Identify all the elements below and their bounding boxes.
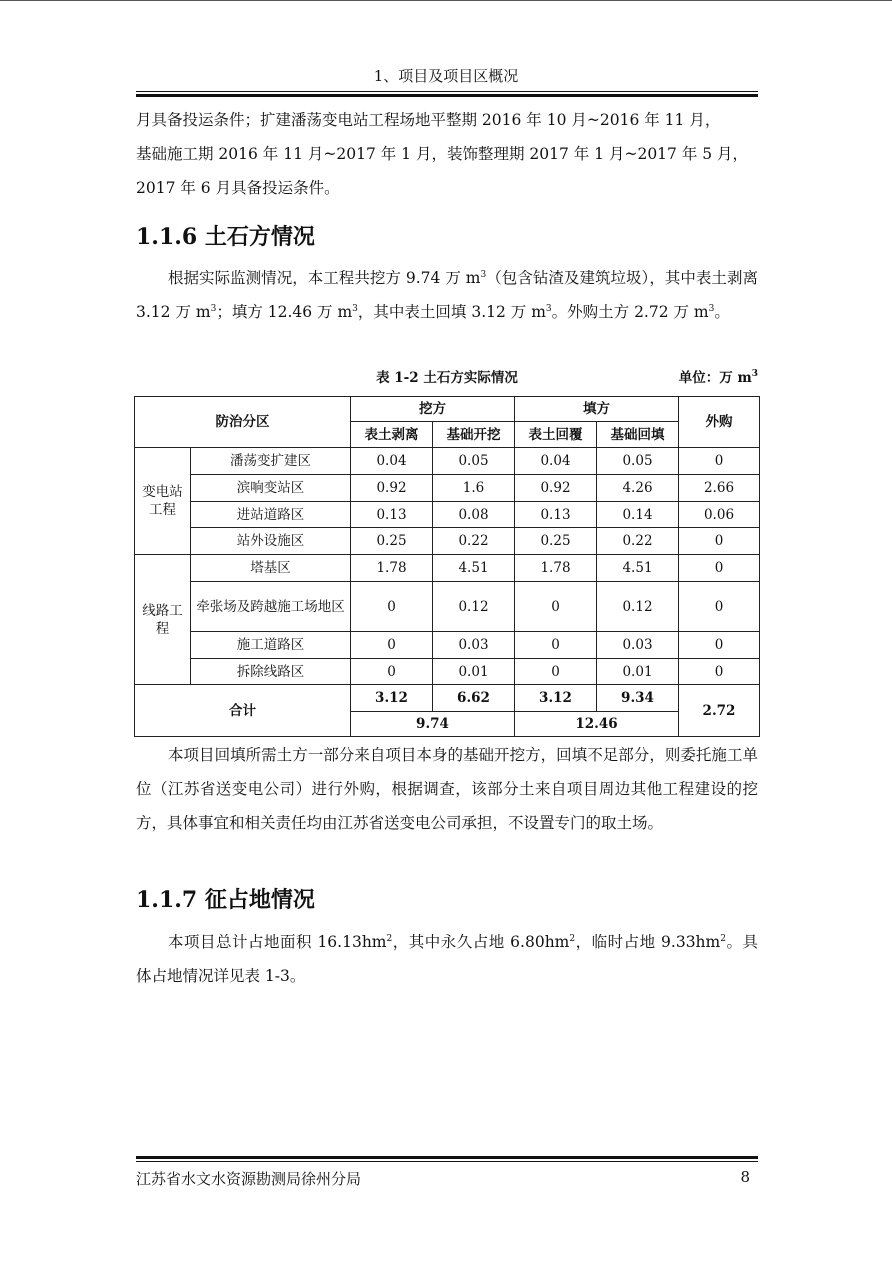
- total-topsoil-strip: 3.12: [351, 685, 433, 712]
- table-unit: [679, 366, 758, 386]
- cell: 0.12: [597, 582, 679, 632]
- unit-superscript: 3: [751, 369, 758, 379]
- footer-rule-thin: [136, 1161, 758, 1162]
- table-row: [135, 475, 760, 502]
- text-run: 。外购土方 2.72 万 m: [551, 303, 709, 321]
- text-run: 根据实际监测情况，本工程共挖方 9.74 万 m: [168, 269, 481, 287]
- total-row: [135, 685, 760, 712]
- cell: 0: [515, 632, 597, 659]
- superscript: 2: [720, 934, 726, 944]
- header-rule-thick: [136, 94, 758, 97]
- cell: 0.05: [433, 448, 515, 475]
- area-name: 施工道路区: [191, 632, 351, 659]
- table-row: [135, 582, 760, 632]
- cell: 0.92: [515, 475, 597, 502]
- cell: 0.13: [351, 502, 433, 528]
- header-purchase: 外购: [679, 397, 760, 448]
- table-caption-row: [136, 366, 758, 386]
- group-label: 变电站工程: [135, 448, 191, 555]
- cell: 0.01: [433, 659, 515, 685]
- superscript: 3: [210, 304, 217, 314]
- intro-paragraph: [136, 103, 758, 205]
- cell: 1.78: [515, 555, 597, 582]
- cell: 0.14: [597, 502, 679, 528]
- cell: 0.05: [597, 448, 679, 475]
- text-run: 。具体占地情况详见表 1-3。: [136, 933, 758, 985]
- superscript: 3: [480, 270, 487, 280]
- section-heading-1-1-6: 1.1.6 土石方情况: [136, 224, 315, 250]
- area-name: 滨响变站区: [191, 475, 351, 502]
- cell: 0.08: [433, 502, 515, 528]
- table-row: [135, 502, 760, 528]
- cell: 0.25: [351, 528, 433, 555]
- header-foundation-cut: 基础开挖: [433, 422, 515, 448]
- superscript: 3: [708, 304, 715, 314]
- superscript: 2: [386, 934, 393, 944]
- header-topsoil-cover: 表土回覆: [515, 422, 597, 448]
- earthwork-table: [134, 396, 760, 737]
- intro-line: 月具备投运条件；扩建潘荡变电站工程场地平整期 2016 年 10 月~2016 年 11 月，: [136, 111, 721, 129]
- table-row: [135, 528, 760, 555]
- cell: 1.6: [433, 475, 515, 502]
- text-run: 本项目总计占地面积 16.13hm: [168, 933, 387, 951]
- cell: 0.01: [597, 659, 679, 685]
- cell: 4.51: [597, 555, 679, 582]
- total-foundation-fill: 9.34: [597, 685, 679, 712]
- cell: 0: [515, 659, 597, 685]
- cell: 0: [679, 582, 760, 632]
- header-foundation-fill: 基础回填: [597, 422, 679, 448]
- header-rule-thin: [136, 91, 758, 92]
- header-topsoil-strip: 表土剥离: [351, 422, 433, 448]
- group-label: 线路工程: [135, 555, 191, 685]
- cell: 0: [351, 632, 433, 659]
- intro-line: 2017 年 6 月具备投运条件。: [136, 179, 340, 197]
- page-header: 1、项目及项目区概况: [373, 67, 519, 85]
- intro-line: 基础施工期 2016 年 11 月~2017 年 1 月，装饰整理期 2017 年 1 月~2017 年 5 月，: [136, 145, 749, 163]
- cell: 0.03: [433, 632, 515, 659]
- area-name: 牵张场及跨越施工场地区: [191, 582, 351, 632]
- cell: 0: [679, 448, 760, 475]
- cell: 0: [679, 555, 760, 582]
- section-heading-1-1-7: 1.1.7 征占地情况: [136, 887, 315, 913]
- total-purchase: 2.72: [679, 685, 760, 737]
- table-row: [135, 448, 760, 475]
- header-cut: 挖方: [351, 397, 515, 422]
- header-zone: 防治分区: [135, 397, 351, 448]
- cell: 0: [679, 632, 760, 659]
- top-border-line: [0, 0, 892, 1]
- total-cut-sum: 9.74: [351, 712, 515, 737]
- total-label: 合计: [135, 685, 351, 737]
- land-use-paragraph: [136, 925, 758, 993]
- cell: 0.03: [597, 632, 679, 659]
- total-fill-sum: 12.46: [515, 712, 679, 737]
- earthwork-paragraph: [136, 261, 758, 329]
- area-name: 进站道路区: [191, 502, 351, 528]
- table-row: [135, 632, 760, 659]
- text-run: ，其中表土回填 3.12 万 m: [357, 303, 546, 321]
- cell: 2.66: [679, 475, 760, 502]
- cell: 0: [351, 582, 433, 632]
- cell: 4.51: [433, 555, 515, 582]
- cell: 0.22: [433, 528, 515, 555]
- area-name: 拆除线路区: [191, 659, 351, 685]
- page-number: 8: [740, 1168, 750, 1186]
- cell: 0.92: [351, 475, 433, 502]
- table-caption: 表 1-2 土石方实际情况: [376, 370, 518, 386]
- cell: 4.26: [597, 475, 679, 502]
- borrow-soil-paragraph: 本项目回填所需土方一部分来自项目本身的基础开挖方，回填不足部分，则委托施工单位（江苏省送变电公司）进行外购，根据调查，该部分土来自项目周边其他工程建设的挖方，具体事宜和相关责任均由江苏省送变电公司承担，不设置专门的取土场。: [136, 746, 758, 832]
- text-run: ，临时占地 9.33hm: [575, 933, 721, 951]
- area-name: 潘荡变扩建区: [191, 448, 351, 475]
- area-name: 塔基区: [191, 555, 351, 582]
- total-topsoil-cover: 3.12: [515, 685, 597, 712]
- text-run: ；填方 12.46 万 m: [216, 303, 353, 321]
- cell: 1.78: [351, 555, 433, 582]
- cell: 0.13: [515, 502, 597, 528]
- cell: 0: [515, 582, 597, 632]
- cell: 0.22: [597, 528, 679, 555]
- text-run: 。: [714, 303, 730, 321]
- cell: 0: [679, 528, 760, 555]
- total-foundation-cut: 6.62: [433, 685, 515, 712]
- cell: 0.25: [515, 528, 597, 555]
- superscript: 3: [352, 304, 358, 314]
- header-fill: 填方: [515, 397, 679, 422]
- page-footer: [136, 1168, 758, 1190]
- superscript: 2: [569, 934, 576, 944]
- table-row: [135, 555, 760, 582]
- text-run: ，其中永久占地 6.80hm: [392, 933, 570, 951]
- table-row: [135, 659, 760, 685]
- footer-organization: 江苏省水文水资源勘测局徐州分局: [136, 1170, 362, 1188]
- cell: 0: [351, 659, 433, 685]
- superscript: 3: [545, 304, 552, 314]
- cell: 0.04: [351, 448, 433, 475]
- text-run: （包含钻渣及建筑垃圾），其中表土剥离 3.12 万 m: [136, 269, 758, 321]
- area-name: 站外设施区: [191, 528, 351, 555]
- cell: 0.06: [679, 502, 760, 528]
- unit-text: 单位：万 m: [678, 370, 752, 386]
- cell: 0.04: [515, 448, 597, 475]
- cell: 0: [679, 659, 760, 685]
- cell: 0.12: [433, 582, 515, 632]
- footer-rule-thick: [136, 1156, 758, 1159]
